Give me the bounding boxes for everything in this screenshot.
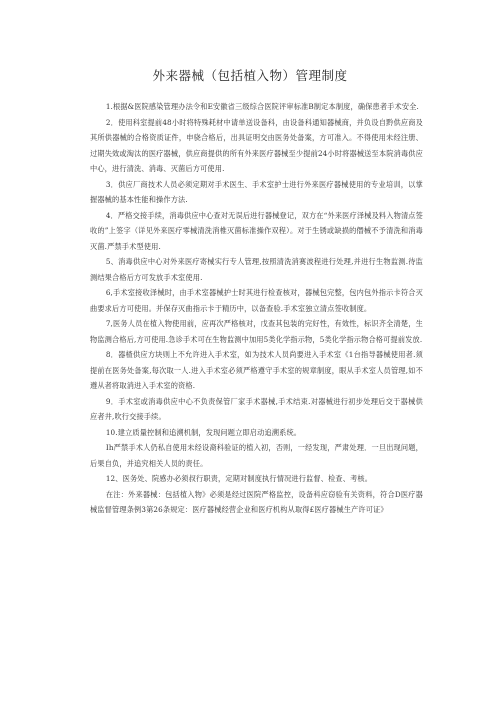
paragraph-5: 5、消毒供应中心对外来医疗寄械实行专人管理,按照清洗消赛波程进行处理,并进行生物监测.待监测结果合格后方可发放手术室使用. — [90, 257, 423, 282]
paragraph-3: 3．供应厂商技术人员必须定期对手术医生、手术室护士进行外来医疗器械使用的专业培训，以掌握器械的基本性能和操作方法. — [90, 179, 423, 204]
paragraph-9: 9．手术室或消毒供应中心不负责保管厂家手术器械,手术结束.对器械进行初步处理后交于器械供应者井,吹行交接手续。 — [90, 396, 423, 421]
paragraph-note: 在注：外来器械：包括植入物》必须是经过医院严格监控，设备科应窃验有关资料，符合D医疗器械监督管理条例3第26条规定：医疗器械经营企业和医疗机构从取得£医疗器械生产许可证》 — [90, 489, 423, 514]
paragraph-11: Ih严禁手术人仍私自使用未经设裔科验证的植入初，否则，一经发现，严肃处理．一旦出现问题，后果自负，并追究相关人员的责任。 — [90, 443, 423, 468]
document-body — [90, 99, 423, 518]
paragraph-7: 7,医务人员在植入物使用前，应再次严格核对，戊查其包装的完好性，有效性，标识齐全清楚，生物监测合格后,方可使用.急诊手术可在生物监测中加用5类化学指示物，5类化学指示物合格可提前发放. — [90, 319, 423, 344]
paragraph-6: 6,手术室接收泽械时，由手术室器械护士时其进行检查核对，器械包完整，包内包外指示卡符合灭曲要求后方可使用。并保存灭曲指示卡于精历中，以备查验.手术室独立清点签收制度。 — [90, 288, 423, 313]
paragraph-12: 12、医务处、院感办必须叔行职责，定期对制度执行情况进行监督、检查、考核。 — [105, 474, 373, 483]
paragraph-10: 10.建立质量控制和追溯机制，发现问题立即启动追溯系统。 — [105, 427, 302, 437]
paragraph-1: 1.根据&医院感染管理办法令和E安徽省三级综合医院评审标准B制定本制度，确保患者手术安全. — [105, 102, 419, 111]
paragraph-2: 2．使用科室提前48小时将特殊耗材中请单送设备科，由设备科通知器械商，并负设自黔供应商及其所供器械的合格资质证件，申骁合格后，出具证明交由医务处备案，方可准入。不得使用未经注册、过期失效或淘汰的医疗器械，供应商提供的所有外来医疗器械至少提前24小时将器械送至本院消毒供应中心，进行清洗、消毒、灭菌后方可使用. — [90, 117, 423, 173]
paragraph-4: 4．严格交接手续，消毒供应中心查对无误后进行器械登记，双方在“外来医疗泽械及料入物清点签收的”上签字（详见外来医疗零械清洗消椎灭菌标准操作双程）。对于生锈或缺损的僭械不予清洗和消毒灭菌.严禁手术型使用. — [90, 210, 423, 251]
document-title: 外来器械（包括植入物）管理制度 — [152, 68, 348, 83]
paragraph-8: 8．器楂供应方块则上不允许进入手术室，如为技术人员尚要进入手术室《1台指导器械使用者.须提前在医务处备案,每次取一人.进入手术室必须严格遵守手术室的规章制度，眼从手术室人员管理,如不遵从者将取消进入手术室的资格. — [90, 350, 423, 390]
